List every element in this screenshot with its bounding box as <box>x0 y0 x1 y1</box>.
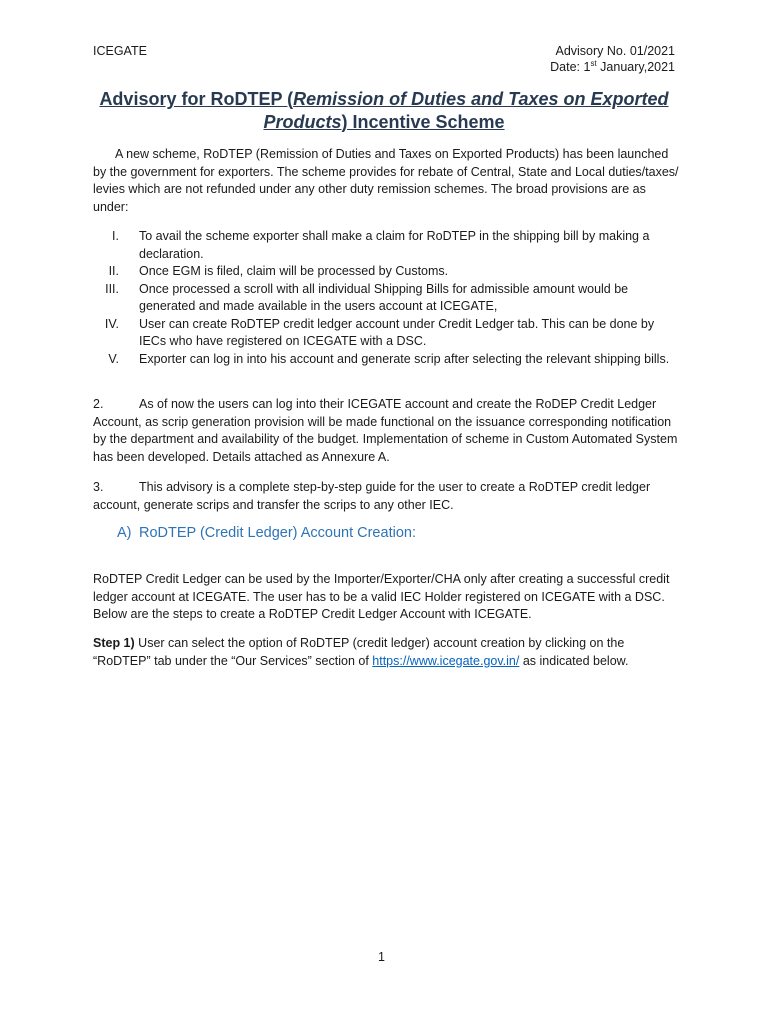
header-org: ICEGATE <box>93 44 147 58</box>
paragraph-3: 3. This advisory is a complete step-by-step guide for the user to create a RoDTEP credit ledger account, generate scrips and transfer the scrips to any other IEC. <box>93 480 651 512</box>
list-item: IV. User can create RoDTEP credit ledger account under Credit Ledger tab. This can be done by IECs who have registered on ICEGATE with a DSC. <box>104 316 655 348</box>
advisory-number: Advisory No. 01/2021 <box>555 44 675 58</box>
provisions-list <box>93 228 683 368</box>
page-number: 1 <box>378 950 385 964</box>
step-1-paragraph: Step 1) User can select the option of RoDTEP (credit ledger) account creation by clicking on the “RoDTEP” tab under the “Our Services” section of https://www.icegate.gov.in/ as indicated below. <box>93 636 629 668</box>
section-a-heading: A) RoDTEP (Credit Ledger) Account Creation: <box>117 525 416 541</box>
list-item: V. Exporter can log in into his account and generate scrip after selecting the relevant shipping bills. <box>108 351 670 366</box>
step-1-label: Step 1) <box>93 636 135 650</box>
header-right <box>550 43 675 75</box>
icegate-link[interactable]: https://www.icegate.gov.in/ <box>372 653 520 668</box>
intro-paragraph: A new scheme, RoDTEP (Remission of Duties and Taxes on Exported Products) has been launched by the government for exporters. The scheme provides for rebate of Central, State and Local duties/taxes/ levies which are not refunded under any other duty remission schemes. The broad provisions are as under: <box>93 147 679 214</box>
paragraph-credit-ledger: RoDTEP Credit Ledger can be used by the Importer/Exporter/CHA only after creating a successful credit ledger account at ICEGATE. The user has to be a valid IEC Holder registered on ICEGATE with a DSC. Below are the steps to create a RoDTEP Credit Ledger Account with ICEGATE. <box>93 572 670 621</box>
list-item: II. Once EGM is filed, claim will be processed by Customs. <box>108 264 449 278</box>
list-item: I. To avail the scheme exporter shall make a claim for RoDTEP in the shipping bill by making a declaration. <box>112 229 650 261</box>
document-title: Advisory for RoDTEP (Remission of Duties and Taxes on Exported Products) Incentive Scheme <box>99 89 669 132</box>
list-item: III. Once processed a scroll with all individual Shipping Bills for admissible amount would be generated and made available in the users account at ICEGATE, <box>105 281 629 313</box>
paragraph-2: 2. As of now the users can log into their ICEGATE account and create the RoDEP Credit Ledger Account, as scrip generation provision will be made functional on the issuance corresponding notification by the department and availability of the budget. Implementation of scheme in Custom Automated System has been developed. Details attached as Annexure A. <box>93 397 678 464</box>
advisory-date: Date: 1st January,2021 <box>550 58 675 74</box>
